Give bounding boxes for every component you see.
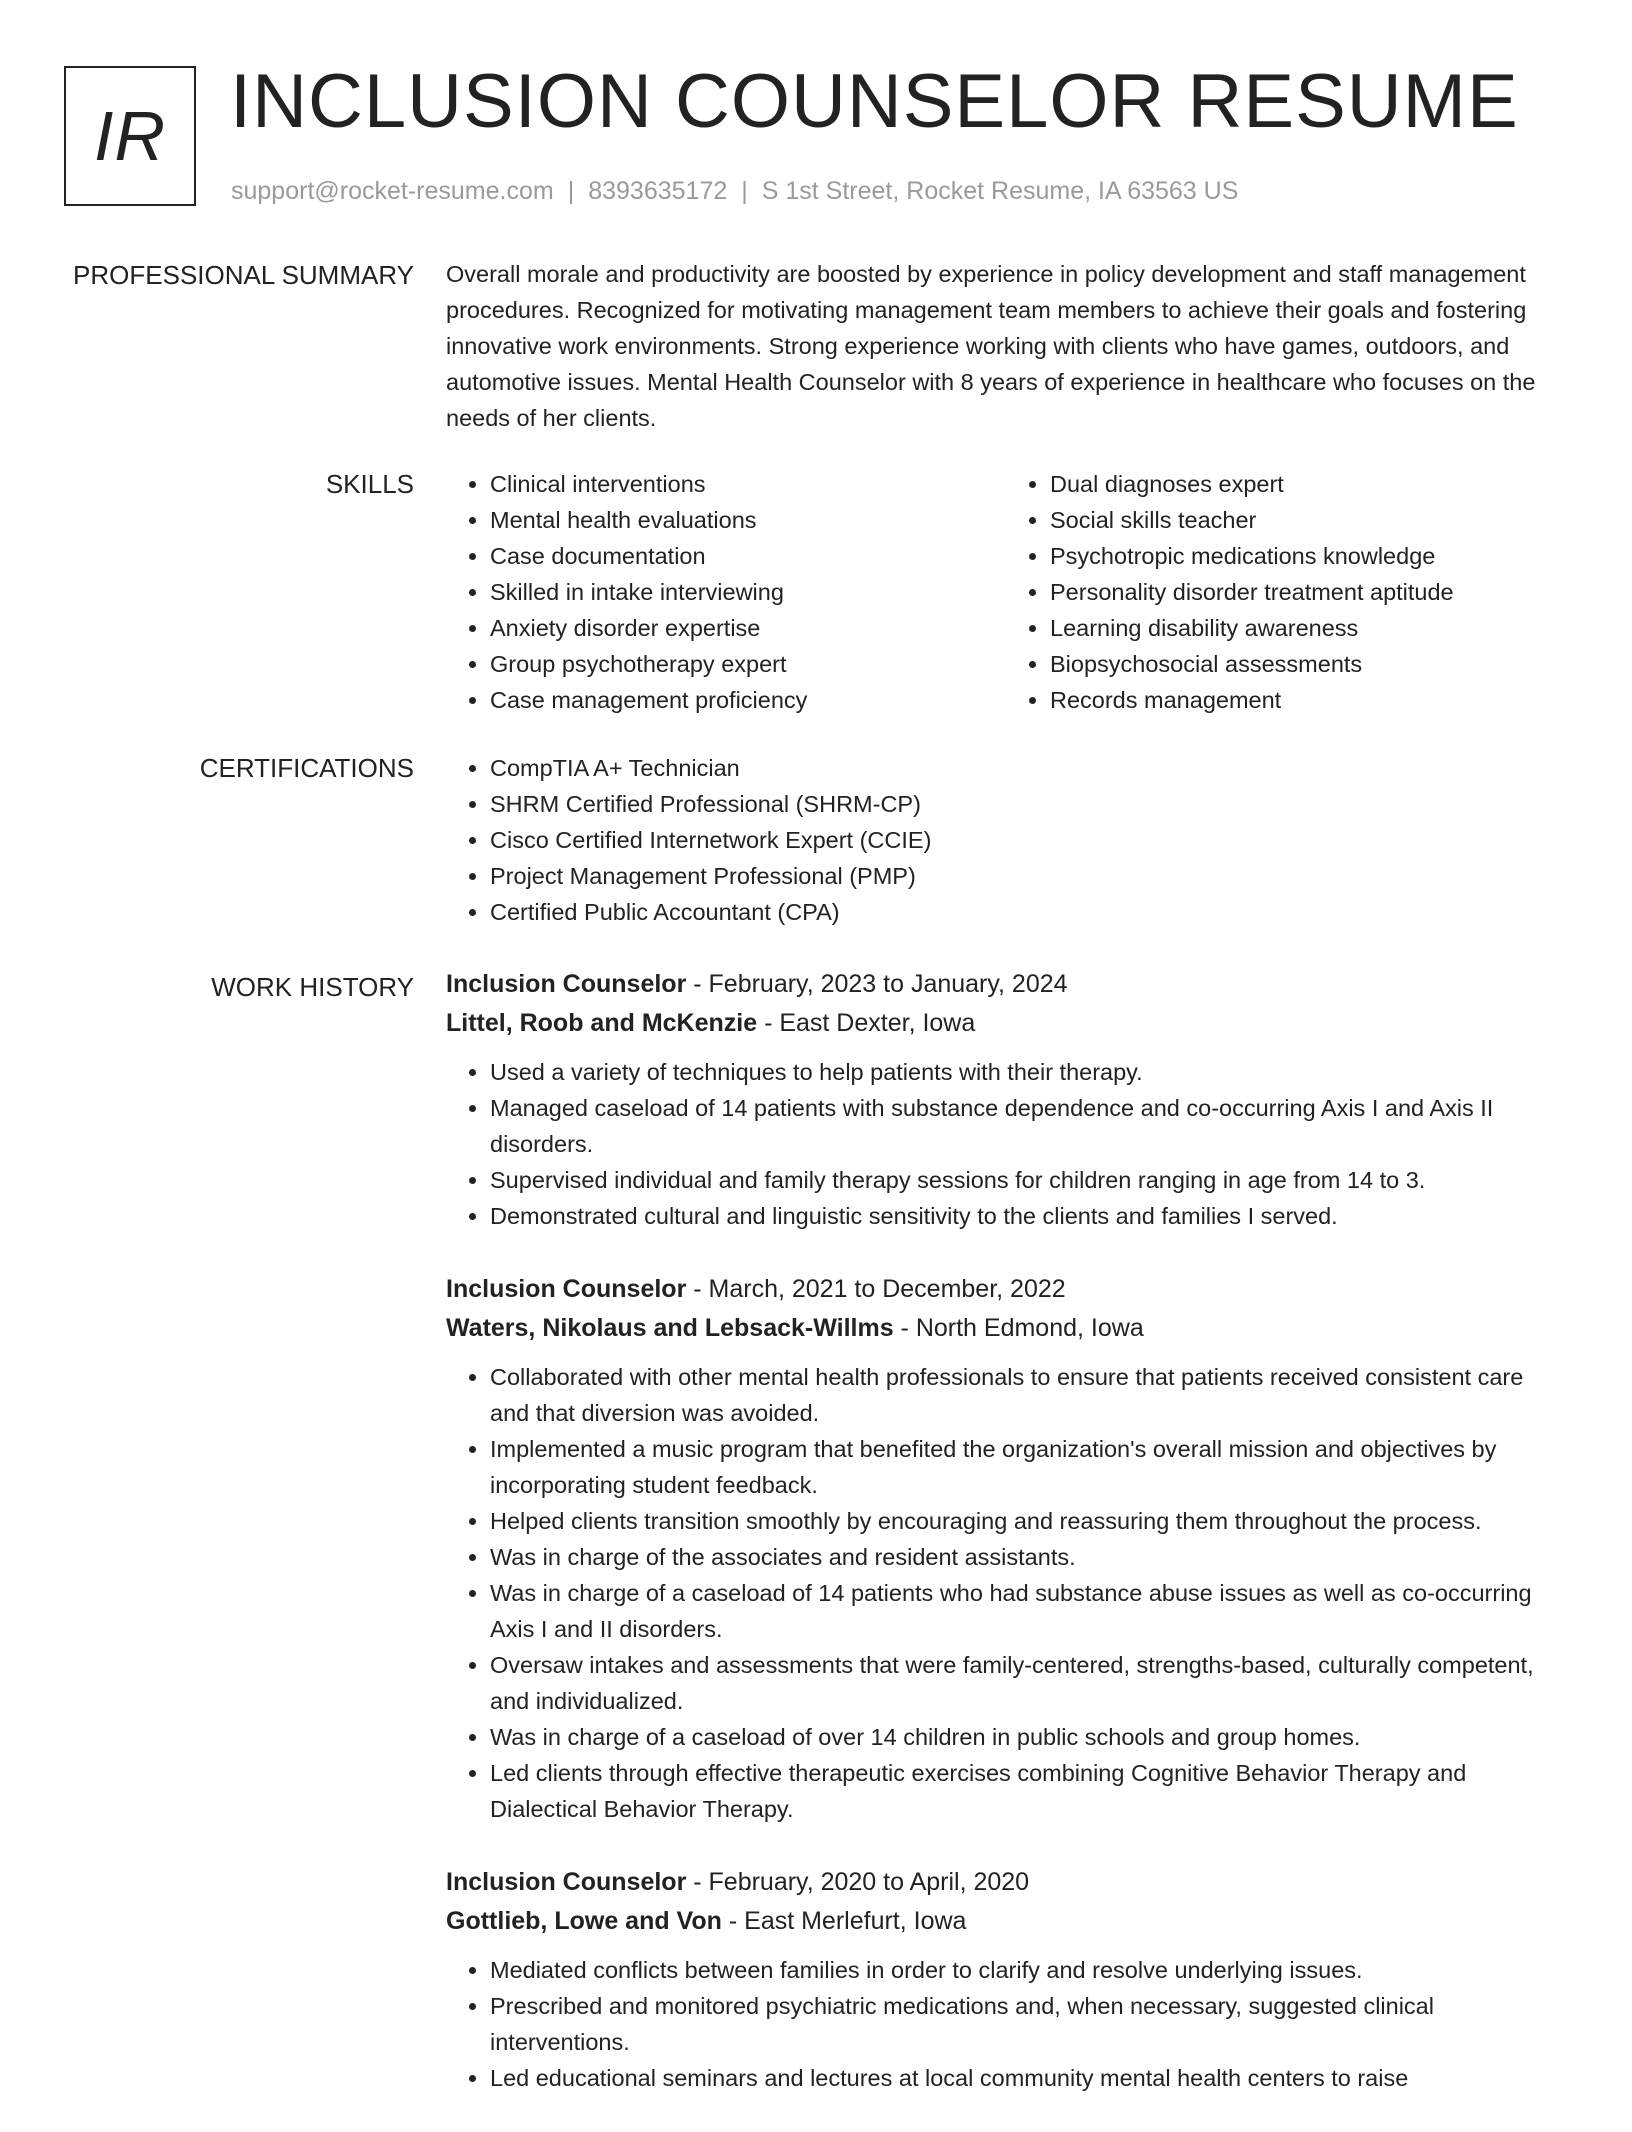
skill-item: • Clinical interventions [490, 466, 1006, 502]
job-duty: • Supervised individual and family therapy sessions for children ranging in age from 14 to 3. [490, 1162, 1566, 1198]
job-title-line [446, 1270, 1566, 1309]
job-duty: • Was in charge of the associates and resident assistants. [490, 1539, 1566, 1575]
job-duty: • Used a variety of techniques to help patients with their therapy. [490, 1054, 1566, 1090]
skills-list-left [446, 466, 1006, 718]
job-title: Inclusion Counselor [446, 1275, 687, 1303]
job-location: - East Dexter, Iowa [757, 1009, 976, 1037]
contact-email: support@rocket-resume.com [231, 177, 554, 205]
work-history-body [446, 965, 1566, 2132]
skill-item: • Dual diagnoses expert [1050, 466, 1566, 502]
skill-item: • Personality disorder treatment aptitude [1050, 574, 1566, 610]
job-duty: • Led educational seminars and lectures at local community mental health centers to raise [490, 2060, 1566, 2096]
job-title: Inclusion Counselor [446, 970, 687, 998]
job-dates: - February, 2020 to April, 2020 [686, 1868, 1030, 1896]
job-duty: • Led clients through effective therapeutic exercises combining Cognitive Behavior Therapy and Dialectical Behavior Therapy. [490, 1755, 1566, 1827]
skill-item: • Biopsychosocial assessments [1050, 646, 1566, 682]
job-dates: - February, 2023 to January, 2024 [686, 970, 1068, 998]
skill-item: • Records management [1050, 682, 1566, 718]
monogram-logo: IR [64, 66, 196, 206]
skills-columns [446, 466, 1566, 718]
job-duties [446, 1359, 1566, 1827]
job-duty: • Managed caseload of 14 patients with substance dependence and co-occurring Axis I and Axis II disorders. [490, 1090, 1566, 1162]
job-entry [446, 1863, 1566, 2096]
contact-separator: | [567, 177, 575, 205]
skill-item: • Anxiety disorder expertise [490, 610, 1006, 646]
skills-heading: SKILLS [325, 469, 414, 499]
job-company: Littel, Roob and McKenzie [446, 1009, 758, 1037]
job-duty: • Implemented a music program that benefited the organization's overall mission and objectives by incorporating student feedback. [490, 1431, 1566, 1503]
job-duties [446, 1054, 1566, 1234]
certification-item: • CompTIA A+ Technician [490, 750, 1566, 786]
job-title: Inclusion Counselor [446, 1868, 687, 1896]
job-company: Waters, Nikolaus and Lebsack-Willms [446, 1314, 894, 1342]
job-title-line [446, 1863, 1566, 1902]
job-duty: • Oversaw intakes and assessments that were family-centered, strengths-based, culturally competent, and individualized. [490, 1647, 1566, 1719]
skill-item: • Mental health evaluations [490, 502, 1006, 538]
work-history-heading: WORK HISTORY [211, 972, 414, 1002]
job-duty: • Demonstrated cultural and linguistic sensitivity to the clients and families I served. [490, 1198, 1566, 1234]
summary-body [446, 256, 1566, 436]
certification-item: • Certified Public Accountant (CPA) [490, 894, 1566, 930]
skill-item: • Group psychotherapy expert [490, 646, 1006, 682]
certifications-body [446, 750, 1566, 930]
skill-item: • Social skills teacher [1050, 502, 1566, 538]
skill-item: • Skilled in intake interviewing [490, 574, 1006, 610]
job-location: - North Edmond, Iowa [893, 1314, 1144, 1342]
job-dates: - March, 2021 to December, 2022 [686, 1275, 1066, 1303]
contact-phone: 8393635172 [588, 177, 728, 205]
resume-title: INCLUSION COUNSELOR RESUME [230, 59, 1519, 144]
job-duty: • Collaborated with other mental health professionals to ensure that patients received consistent care and that diversion was avoided. [490, 1359, 1566, 1431]
job-duty: • Was in charge of a caseload of over 14 children in public schools and group homes. [490, 1719, 1566, 1755]
job-title-line [446, 965, 1566, 1004]
certification-item: • Cisco Certified Internetwork Expert (CCIE) [490, 822, 1566, 858]
job-duty: • Mediated conflicts between families in order to clarify and resolve underlying issues. [490, 1952, 1566, 1988]
certification-item: • Project Management Professional (PMP) [490, 858, 1566, 894]
job-company-line [446, 1004, 1566, 1043]
job-entry [446, 965, 1566, 1234]
contact-separator: | [741, 177, 748, 205]
job-company: Gottlieb, Lowe and Von [446, 1907, 722, 1935]
job-duty: • Prescribed and monitored psychiatric medications and, when necessary, suggested clinical interventions. [490, 1988, 1566, 2060]
skills-list-right [1006, 466, 1566, 718]
certification-item: • SHRM Certified Professional (SHRM-CP) [490, 786, 1566, 822]
summary-heading: PROFESSIONAL SUMMARY [73, 260, 414, 290]
job-duty: • Helped clients transition smoothly by encouraging and reassuring them throughout the process. [490, 1503, 1566, 1539]
contact-line [231, 174, 1238, 208]
contact-address: S 1st Street, Rocket Resume, IA 63563 US [761, 177, 1239, 205]
certifications-list [446, 750, 1566, 930]
skill-item: • Case management proficiency [490, 682, 1006, 718]
job-company-line [446, 1309, 1566, 1348]
skill-item: • Psychotropic medications knowledge [1050, 538, 1566, 574]
job-entry [446, 1270, 1566, 1827]
skill-item: • Case documentation [490, 538, 1006, 574]
job-duties [446, 1952, 1566, 2096]
skill-item: • Learning disability awareness [1050, 610, 1566, 646]
job-company-line [446, 1902, 1566, 1941]
summary-text: Overall morale and productivity are boosted by experience in policy development and staff management procedures. Recognized for motivating management team members to achieve their goals and fostering innovative work environments. Strong experience working with clients who have games, outdoors, and automotive issues. Mental Health Counselor with 8 years of experience in healthcare who focuses on the needs of her clients. [446, 261, 1536, 431]
job-duty: • Was in charge of a caseload of 14 patients who had substance abuse issues as well as co-occurring Axis I and II disorders. [490, 1575, 1566, 1647]
certifications-heading: CERTIFICATIONS [199, 753, 414, 783]
job-location: - East Merlefurt, Iowa [721, 1907, 967, 1935]
